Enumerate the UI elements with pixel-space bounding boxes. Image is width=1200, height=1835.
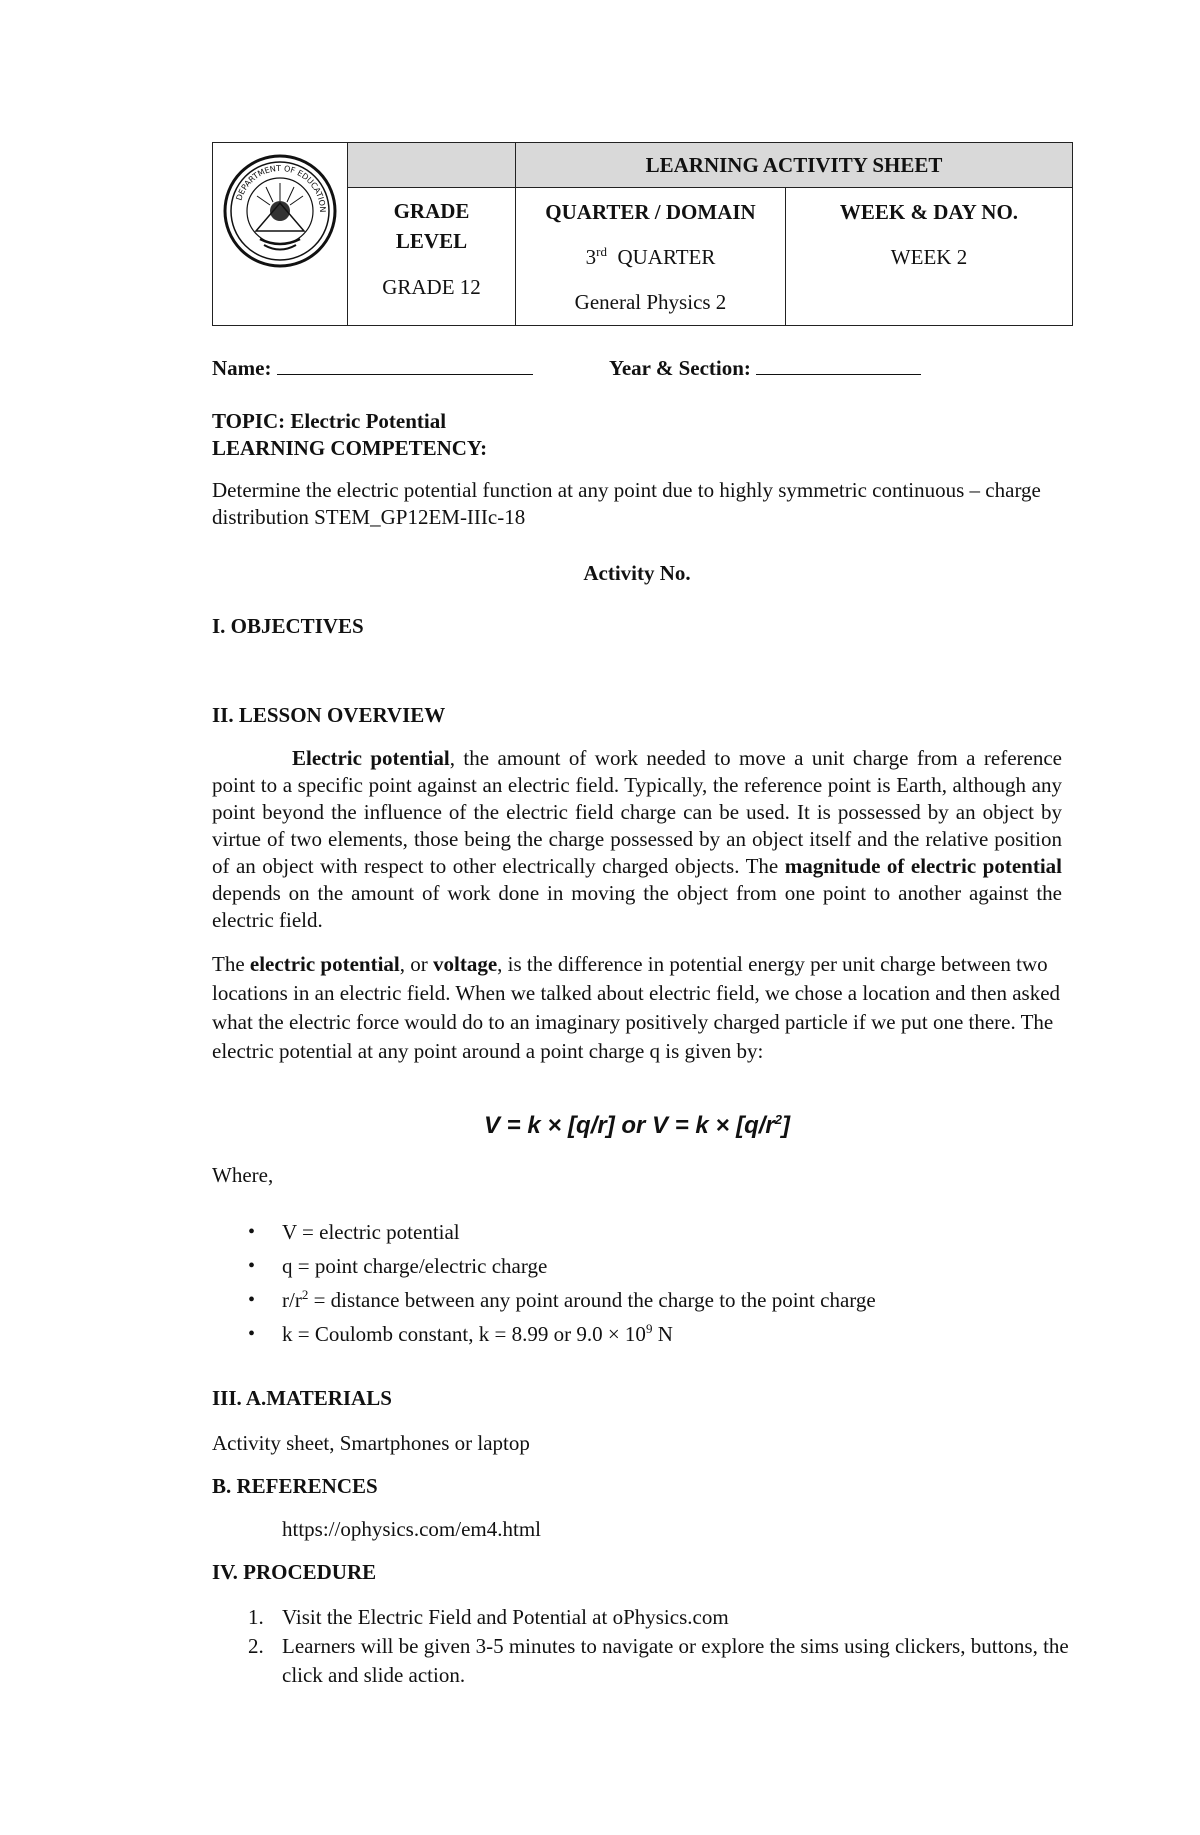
quarter-word: QUARTER bbox=[617, 245, 716, 269]
definition-r-pre: r/r bbox=[282, 1288, 302, 1312]
quarter-sup: rd bbox=[596, 244, 607, 259]
deped-seal-icon bbox=[220, 151, 340, 271]
definition-k-pre: k = Coulomb constant, k = 8.99 or 9.0 × 10 bbox=[282, 1322, 646, 1346]
overview-p2-text2: , is the difference in potential energy per unit charge between two locations in an electric field. When we talked about electric field, we chose a location and then asked what the electric force would do to an imaginary positively charged particle if we put one there. The electric potential at any point around a point charge q is given by: bbox=[212, 952, 1061, 1063]
section-field bbox=[609, 354, 921, 381]
grade-level-label-2: LEVEL bbox=[395, 229, 468, 253]
step-number: 2. bbox=[248, 1634, 264, 1658]
week-value: WEEK 2 bbox=[890, 245, 968, 269]
section-label: Year & Section: bbox=[609, 356, 751, 380]
header-table bbox=[212, 142, 1073, 326]
formula-part1: V = k × [q/r] or V = k × [q/r bbox=[484, 1112, 775, 1139]
name-blank[interactable] bbox=[277, 354, 533, 375]
sheet-title: LEARNING ACTIVITY SHEET bbox=[516, 143, 1073, 188]
where-label: Where, bbox=[212, 1163, 274, 1187]
week-label: WEEK & DAY NO. bbox=[839, 200, 1019, 224]
procedure-heading: IV. PROCEDURE bbox=[212, 1560, 377, 1584]
references-heading: B. REFERENCES bbox=[212, 1474, 378, 1498]
formula-sup: 2 bbox=[774, 1112, 782, 1127]
list-item bbox=[282, 1283, 1102, 1317]
definition-r-sup: 2 bbox=[301, 1287, 309, 1302]
list-item bbox=[282, 1317, 1102, 1351]
overview-p1-text1: , the amount of work needed to move a unit charge from a reference point to a specific point against an electric field. Typically, the reference point is Earth, although any point beyond the influence of the electric field charge can be used. It is possessed by an object by virtue of two elements, those being the charge possessed by an object itself and the relative position of an object with respect to other electrically charged objects. The bbox=[212, 746, 1062, 878]
overview-paragraph-1 bbox=[212, 745, 1062, 934]
definitions-list bbox=[240, 1215, 1102, 1351]
overview-p1-text2: depends on the amount of work done in moving the object from one point to another against the electric field. bbox=[212, 881, 1062, 932]
materials-heading: III. A.MATERIALS bbox=[212, 1386, 392, 1410]
term-magnitude: magnitude of electric potential bbox=[784, 854, 1062, 878]
term-electric-potential: Electric potential bbox=[292, 746, 450, 770]
materials-text: Activity sheet, Smartphones or laptop bbox=[212, 1431, 530, 1455]
definition-k-post: N bbox=[652, 1322, 673, 1346]
objectives-heading: I. OBJECTIVES bbox=[212, 614, 364, 638]
potential-formula bbox=[212, 1112, 1062, 1140]
list-item bbox=[282, 1215, 1102, 1249]
reference-link[interactable]: https://ophysics.com/em4.html bbox=[282, 1517, 541, 1541]
term-voltage: voltage bbox=[433, 952, 498, 976]
definition-v: V = electric potential bbox=[282, 1220, 460, 1244]
quarter-cell bbox=[516, 188, 786, 326]
definition-q: q = point charge/electric charge bbox=[282, 1254, 548, 1278]
formula-part2: ] bbox=[782, 1112, 790, 1139]
competency-text: Determine the electric potential function at any point due to highly symmetric continuous – charge distribution STEM_GP12EM-IIIc-18 bbox=[212, 478, 1041, 529]
step-text: Visit the Electric Field and Potential at oPhysics.com bbox=[282, 1605, 729, 1629]
procedure-list bbox=[240, 1603, 1102, 1690]
definition-k-sup: 9 bbox=[645, 1321, 653, 1336]
logo-cell bbox=[213, 143, 348, 326]
topic-heading: TOPIC: Electric Potential bbox=[212, 409, 447, 433]
competency-label: LEARNING COMPETENCY: bbox=[212, 436, 488, 460]
week-cell bbox=[786, 188, 1073, 326]
activity-number: Activity No. bbox=[583, 561, 691, 585]
overview-p2-text1: , or bbox=[399, 952, 434, 976]
quarter-label: QUARTER / DOMAIN bbox=[545, 200, 756, 224]
overview-heading: II. LESSON OVERVIEW bbox=[212, 703, 446, 727]
quarter-value bbox=[516, 235, 785, 280]
list-item bbox=[248, 1632, 1102, 1690]
name-label: Name: bbox=[212, 356, 272, 380]
seal-lettering: DEPARTMENT OF EDUCATION bbox=[234, 163, 328, 213]
overview-p2-text0: The bbox=[212, 952, 250, 976]
overview-paragraph-2 bbox=[212, 950, 1062, 1066]
section-blank[interactable] bbox=[756, 354, 921, 375]
header-blank-cell bbox=[348, 143, 516, 188]
list-item bbox=[282, 1249, 1102, 1283]
name-field bbox=[212, 354, 533, 381]
domain-value: General Physics 2 bbox=[574, 290, 727, 314]
step-text: Learners will be given 3-5 minutes to navigate or explore the sims using clickers, buttons, the click and slide action. bbox=[282, 1634, 1069, 1687]
quarter-num: 3 bbox=[585, 245, 597, 269]
list-item bbox=[248, 1603, 1102, 1632]
grade-value: GRADE 12 bbox=[382, 275, 481, 299]
grade-level-label-1: GRADE bbox=[393, 199, 470, 223]
step-number: 1. bbox=[248, 1605, 264, 1629]
term-electric-potential-2: electric potential bbox=[249, 952, 400, 976]
grade-level-cell bbox=[348, 188, 516, 326]
definition-r-post: = distance between any point around the charge to the point charge bbox=[308, 1288, 876, 1312]
